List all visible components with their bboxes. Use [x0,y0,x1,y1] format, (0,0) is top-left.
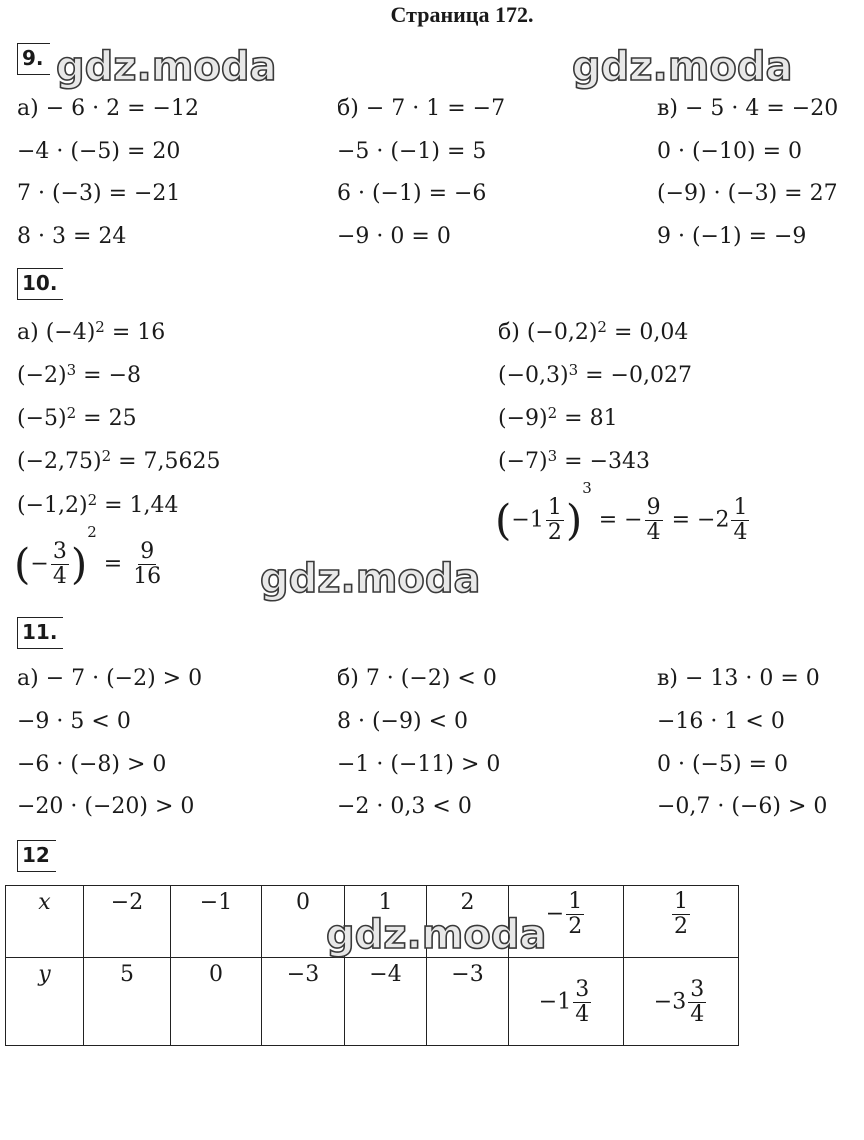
task-number: 11. [17,617,63,649]
table-cell: x [6,886,84,958]
table-cell: −1 $\frac{3}{4}$ [509,958,624,1046]
equation: а) $(-4)^2 = 16$ [17,318,166,345]
table-cell: −1 [171,886,262,958]
watermark: gdz.moda [326,912,547,958]
table-cell: 1 [345,886,427,958]
table-cell: 0 [262,886,345,958]
table-cell: −3 [262,958,345,1046]
equation: −9 · 5 < 0 [17,709,131,734]
equation: (− $\frac{3}{4}$ )$^2$ = $\frac{9}{16}$ [14,523,162,589]
equation: (−1 $\frac{1}{2}$ )$^3$ = − $\frac{9}{4}$ = −2 $\frac{1}{4}$ [495,479,748,545]
value-table [5,885,739,1046]
equation: 0 · (−5) = 0 [657,752,788,777]
equation: 0 · (−10) = 0 [657,139,802,164]
table-cell: − $\frac{1}{2}$ [509,886,624,958]
task-number: 12 [17,840,56,872]
equation: −2 · 0,3 < 0 [337,794,472,819]
equation: а) − 6 · 2 = −12 [17,96,199,121]
equation: б) 7 · (−2) < 0 [337,666,497,691]
equation: −9 · 0 = 0 [337,224,451,249]
equation: −20 · (−20) > 0 [17,794,195,819]
equation: $(-2)^3 = -8$ [17,361,142,388]
equation: −6 · (−8) > 0 [17,752,167,777]
equation: 8 · (−9) < 0 [337,709,468,734]
table-cell: 0 [171,958,262,1046]
equation: $(-1,2)^2 = 1,44$ [17,491,179,518]
equation: −16 · 1 < 0 [657,709,785,734]
equation: 6 · (−1) = −6 [337,181,487,206]
equation: $(-2,75)^2 = 7,5625$ [17,447,221,474]
table-cell: −3 $\frac{3}{4}$ [624,958,739,1046]
task-number: 9. [17,43,50,75]
watermark: gdz.moda [572,44,793,90]
watermark: gdz.moda [260,556,481,602]
table-row [6,958,739,1046]
table-cell: −3 [427,958,509,1046]
equation: −4 · (−5) = 20 [17,139,181,164]
equation: (−9) · (−3) = 27 [657,181,838,206]
watermark: gdz.moda [56,44,277,90]
table-cell: −2 [84,886,171,958]
equation: б) $(-0,2)^2 = 0,04$ [498,318,689,345]
task-number: 10. [17,268,63,300]
equation: в) − 5 · 4 = −20 [657,96,839,121]
equation: $(-0,3)^3 = -0,027$ [498,361,692,388]
page-title: Страница 172. [390,2,534,27]
equation: а) − 7 · (−2) > 0 [17,666,203,691]
table-cell: 2 [427,886,509,958]
equation: $(-5)^2 = 25$ [17,404,137,431]
table-cell: −4 [345,958,427,1046]
equation: $(-7)^3 = -343$ [498,447,651,474]
equation: в) − 13 · 0 = 0 [657,666,820,691]
equation: 7 · (−3) = −21 [17,181,181,206]
table-cell: $\frac{1}{2}$ [624,886,739,958]
equation: $(-9)^2 = 81$ [498,404,618,431]
table-cell: 5 [84,958,171,1046]
equation: −5 · (−1) = 5 [337,139,487,164]
table-cell: y [6,958,84,1046]
equation: 9 · (−1) = −9 [657,224,807,249]
equation: −0,7 · (−6) > 0 [657,794,828,819]
equation: 8 · 3 = 24 [17,224,127,249]
equation: б) − 7 · 1 = −7 [337,96,506,121]
equation: −1 · (−11) > 0 [337,752,501,777]
